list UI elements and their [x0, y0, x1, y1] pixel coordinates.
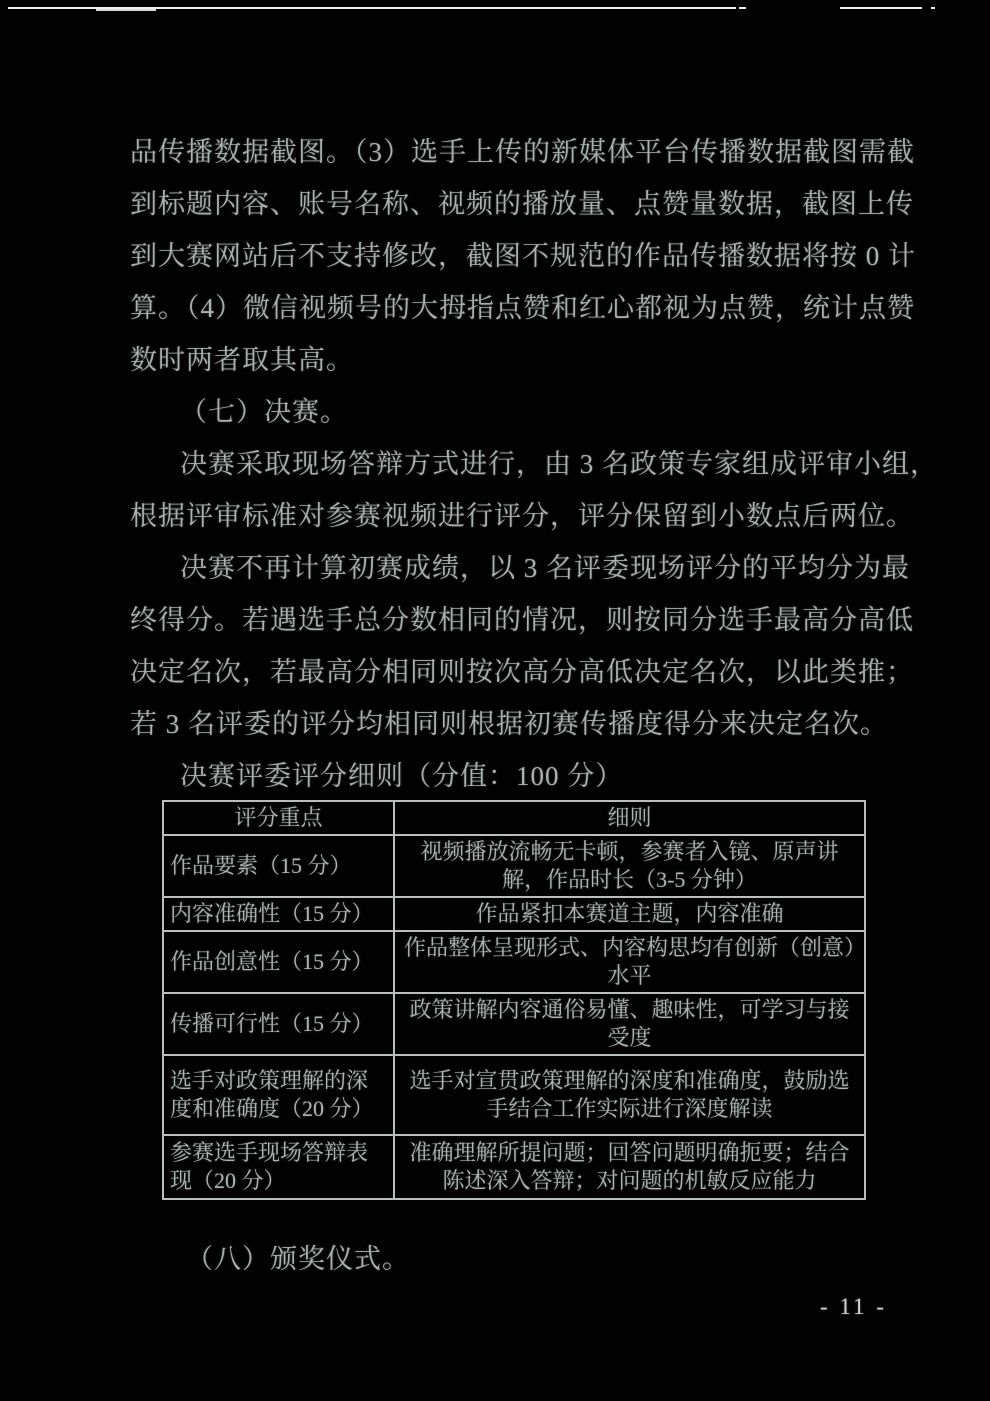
scan-edge-line — [739, 7, 746, 9]
scoring-rules-table — [162, 800, 866, 1200]
row-criterion: 作品创意性（15 分） — [163, 931, 394, 993]
body-line: 决赛不再计算初赛成绩，以 3 名评委现场评分的平均分为最 — [180, 553, 910, 583]
table-row — [163, 931, 865, 993]
body-line: 品传播数据截图。（3）选手上传的新媒体平台传播数据截图需截 — [130, 137, 915, 167]
body-line: 根据评审标准对参赛视频进行评分，评分保留到小数点后两位。 — [130, 501, 914, 531]
table-row — [163, 1135, 865, 1199]
body-line: 算。（4）微信视频号的大拇指点赞和红心都视为点赞，统计点赞 — [130, 293, 915, 323]
row-detail: 政策讲解内容通俗易懂、趣味性，可学习与接受度 — [394, 993, 865, 1055]
row-criterion: 作品要素（15 分） — [163, 835, 394, 897]
header-rules: 细则 — [394, 801, 865, 835]
body-line: 到标题内容、账号名称、视频的播放量、点赞量数据，截图上传 — [130, 189, 914, 219]
row-detail: 准确理解所提问题；回答问题明确扼要；结合陈述深入答辩；对问题的机敏反应能力 — [394, 1135, 865, 1199]
row-detail: 视频播放流畅无卡顿，参赛者入镜、原声讲解，作品时长（3-5 分钟） — [394, 835, 865, 897]
header-scoring-focus: 评分重点 — [163, 801, 394, 835]
section-heading-awards: （八）颁奖仪式。 — [186, 1244, 410, 1274]
row-detail: 选手对宣贯政策理解的深度和准确度，鼓励选手结合工作实际进行深度解读 — [394, 1055, 865, 1135]
table-row — [163, 897, 865, 931]
table-row — [163, 835, 865, 897]
page-number: - 11 - — [820, 1294, 887, 1319]
body-line: 决赛采取现场答辩方式进行，由 3 名政策专家组成评审小组， — [180, 449, 938, 479]
table-header-row — [163, 801, 865, 835]
row-criterion: 选手对政策理解的深度和准确度（20 分） — [163, 1055, 394, 1135]
row-criterion: 传播可行性（15 分） — [163, 993, 394, 1055]
body-line: 决定名次，若最高分相同则按次高分高低决定名次，以此类推； — [130, 657, 914, 687]
scan-edge-line — [96, 9, 156, 11]
section-heading: （七）决赛。 — [180, 397, 348, 427]
body-text — [130, 126, 938, 802]
row-criterion: 内容准确性（15 分） — [163, 897, 394, 931]
row-detail: 作品整体呈现形式、内容构思均有创新（创意）水平 — [394, 931, 865, 993]
scan-edge-line — [840, 7, 922, 9]
scan-edge-line — [931, 7, 935, 9]
row-detail: 作品紧扣本赛道主题，内容准确 — [394, 897, 865, 931]
table-caption: 决赛评委评分细则（分值：100 分） — [180, 761, 624, 791]
row-criterion: 参赛选手现场答辩表现（20 分） — [163, 1135, 394, 1199]
body-line: 到大赛网站后不支持修改，截图不规范的作品传播数据将按 0 计 — [130, 241, 916, 271]
table-row — [163, 1055, 865, 1135]
table-row — [163, 993, 865, 1055]
body-line: 数时两者取其高。 — [130, 345, 354, 375]
body-line: 若 3 名评委的评分均相同则根据初赛传播度得分来决定名次。 — [130, 709, 888, 739]
body-line: 终得分。若遇选手总分数相同的情况，则按同分选手最高分高低 — [130, 605, 914, 635]
